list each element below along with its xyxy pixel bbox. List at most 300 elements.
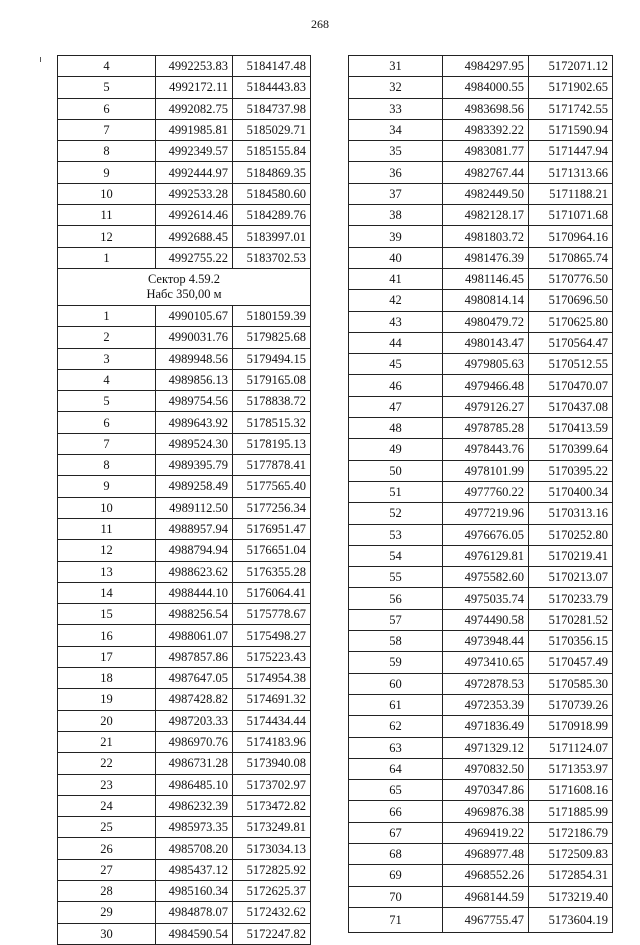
point-number-cell: 38: [349, 205, 443, 226]
table-row: [58, 247, 311, 268]
point-number-cell: 61: [349, 694, 443, 715]
y-coordinate-cell: 5170219.41: [529, 545, 613, 566]
table-row: [58, 795, 311, 816]
x-coordinate-cell: 4968144.59: [443, 886, 529, 907]
table-row: [58, 753, 311, 774]
y-coordinate-cell: 5179494.15: [233, 348, 311, 369]
y-coordinate-cell: 5172432.62: [233, 902, 311, 923]
x-coordinate-cell: 4968552.26: [443, 865, 529, 886]
y-coordinate-cell: 5171071.68: [529, 205, 613, 226]
x-coordinate-cell: 4971329.12: [443, 737, 529, 758]
x-coordinate-cell: 4980814.14: [443, 290, 529, 311]
point-number-cell: 2: [58, 327, 156, 348]
point-number-cell: 52: [349, 503, 443, 524]
y-coordinate-cell: 5170313.16: [529, 503, 613, 524]
point-number-cell: 10: [58, 183, 156, 204]
point-number-cell: 63: [349, 737, 443, 758]
x-coordinate-cell: 4992444.97: [156, 162, 233, 183]
y-coordinate-cell: 5173249.81: [233, 817, 311, 838]
y-coordinate-cell: 5173034.13: [233, 838, 311, 859]
y-coordinate-cell: 5184580.60: [233, 183, 311, 204]
x-coordinate-cell: 4982767.44: [443, 162, 529, 183]
point-number-cell: 4: [58, 56, 156, 77]
y-coordinate-cell: 5180159.39: [233, 305, 311, 326]
point-number-cell: 5: [58, 77, 156, 98]
point-number-cell: 23: [58, 774, 156, 795]
x-coordinate-cell: 4983081.77: [443, 141, 529, 162]
point-number-cell: 19: [58, 689, 156, 710]
table-row: [349, 268, 613, 289]
coordinates-table-right: [348, 55, 613, 933]
table-row: [58, 518, 311, 539]
point-number-cell: 60: [349, 673, 443, 694]
y-coordinate-cell: 5170865.74: [529, 247, 613, 268]
y-coordinate-cell: 5174954.38: [233, 668, 311, 689]
y-coordinate-cell: 5171447.94: [529, 141, 613, 162]
point-number-cell: 31: [349, 56, 443, 77]
y-coordinate-cell: 5170399.64: [529, 439, 613, 460]
table-row: [58, 902, 311, 923]
table-row: [58, 646, 311, 667]
y-coordinate-cell: 5173940.08: [233, 753, 311, 774]
table-row: [349, 716, 613, 737]
x-coordinate-cell: 4989948.56: [156, 348, 233, 369]
table-row: [58, 838, 311, 859]
y-coordinate-cell: 5178195.13: [233, 433, 311, 454]
x-coordinate-cell: 4980479.72: [443, 311, 529, 332]
point-number-cell: 70: [349, 886, 443, 907]
y-coordinate-cell: 5170470.07: [529, 375, 613, 396]
table-row: [58, 668, 311, 689]
point-number-cell: 22: [58, 753, 156, 774]
table-row: [349, 609, 613, 630]
y-coordinate-cell: 5173702.97: [233, 774, 311, 795]
table-row: [349, 652, 613, 673]
point-number-cell: 27: [58, 859, 156, 880]
point-number-cell: 7: [58, 119, 156, 140]
x-coordinate-cell: 4983698.56: [443, 98, 529, 119]
table-row: [349, 247, 613, 268]
x-coordinate-cell: 4987203.33: [156, 710, 233, 731]
x-coordinate-cell: 4974490.58: [443, 609, 529, 630]
table-row: [349, 545, 613, 566]
y-coordinate-cell: 5170457.49: [529, 652, 613, 673]
y-coordinate-cell: 5171188.21: [529, 183, 613, 204]
table-row: [58, 369, 311, 390]
x-coordinate-cell: 4989856.13: [156, 369, 233, 390]
point-number-cell: 69: [349, 865, 443, 886]
y-coordinate-cell: 5171590.94: [529, 119, 613, 140]
point-number-cell: 12: [58, 540, 156, 561]
y-coordinate-cell: 5183702.53: [233, 247, 311, 268]
point-number-cell: 62: [349, 716, 443, 737]
point-number-cell: 43: [349, 311, 443, 332]
y-coordinate-cell: 5171124.07: [529, 737, 613, 758]
x-coordinate-cell: 4988623.62: [156, 561, 233, 582]
table-row: [349, 503, 613, 524]
y-coordinate-cell: 5179825.68: [233, 327, 311, 348]
y-coordinate-cell: 5185029.71: [233, 119, 311, 140]
y-coordinate-cell: 5176651.04: [233, 540, 311, 561]
y-coordinate-cell: 5176064.41: [233, 582, 311, 603]
x-coordinate-cell: 4972353.39: [443, 694, 529, 715]
table-row: [349, 865, 613, 886]
point-number-cell: 10: [58, 497, 156, 518]
table-row: [58, 710, 311, 731]
table-row: [58, 183, 311, 204]
point-number-cell: 51: [349, 481, 443, 502]
y-coordinate-cell: 5170564.47: [529, 332, 613, 353]
table-row: [349, 226, 613, 247]
y-coordinate-cell: 5170437.08: [529, 396, 613, 417]
point-number-cell: 8: [58, 455, 156, 476]
table-row: [349, 588, 613, 609]
coordinates-table-left: [57, 55, 311, 945]
x-coordinate-cell: 4976129.81: [443, 545, 529, 566]
point-number-cell: 5: [58, 391, 156, 412]
point-number-cell: 21: [58, 731, 156, 752]
y-coordinate-cell: 5174691.32: [233, 689, 311, 710]
point-number-cell: 34: [349, 119, 443, 140]
point-number-cell: 12: [58, 226, 156, 247]
y-coordinate-cell: 5170918.99: [529, 716, 613, 737]
y-coordinate-cell: 5185155.84: [233, 141, 311, 162]
y-coordinate-cell: 5184869.35: [233, 162, 311, 183]
table-row: [349, 418, 613, 439]
y-coordinate-cell: 5170625.80: [529, 311, 613, 332]
y-coordinate-cell: 5184289.76: [233, 205, 311, 226]
table-row: [58, 455, 311, 476]
x-coordinate-cell: 4971836.49: [443, 716, 529, 737]
y-coordinate-cell: 5174434.44: [233, 710, 311, 731]
x-coordinate-cell: 4981146.45: [443, 268, 529, 289]
table-row: [349, 354, 613, 375]
point-number-cell: 66: [349, 801, 443, 822]
table-row: [58, 391, 311, 412]
y-coordinate-cell: 5172854.31: [529, 865, 613, 886]
y-coordinate-cell: 5172509.83: [529, 843, 613, 864]
table-row: [58, 561, 311, 582]
point-number-cell: 40: [349, 247, 443, 268]
point-number-cell: 57: [349, 609, 443, 630]
x-coordinate-cell: 4982449.50: [443, 183, 529, 204]
table-row: [349, 801, 613, 822]
x-coordinate-cell: 4982128.17: [443, 205, 529, 226]
x-coordinate-cell: 4992688.45: [156, 226, 233, 247]
y-coordinate-cell: 5175778.67: [233, 604, 311, 625]
point-number-cell: 6: [58, 412, 156, 433]
point-number-cell: 4: [58, 369, 156, 390]
point-number-cell: 8: [58, 141, 156, 162]
table-row: [349, 886, 613, 907]
y-coordinate-cell: 5170739.26: [529, 694, 613, 715]
table-row: [349, 460, 613, 481]
y-coordinate-cell: 5176355.28: [233, 561, 311, 582]
x-coordinate-cell: 4979805.63: [443, 354, 529, 375]
point-number-cell: 42: [349, 290, 443, 311]
point-number-cell: 32: [349, 77, 443, 98]
page-number: 268: [311, 17, 329, 31]
table-row: [349, 822, 613, 843]
x-coordinate-cell: 4986485.10: [156, 774, 233, 795]
x-coordinate-cell: 4989524.30: [156, 433, 233, 454]
x-coordinate-cell: 4969419.22: [443, 822, 529, 843]
x-coordinate-cell: 4985708.20: [156, 838, 233, 859]
y-coordinate-cell: 5175498.27: [233, 625, 311, 646]
table-row: [58, 305, 311, 326]
x-coordinate-cell: 4986232.39: [156, 795, 233, 816]
point-number-cell: 7: [58, 433, 156, 454]
table-row: [58, 412, 311, 433]
table-row: [58, 141, 311, 162]
x-coordinate-cell: 4989395.79: [156, 455, 233, 476]
point-number-cell: 48: [349, 418, 443, 439]
y-coordinate-cell: 5178838.72: [233, 391, 311, 412]
point-number-cell: 15: [58, 604, 156, 625]
point-number-cell: 17: [58, 646, 156, 667]
table-row: [349, 119, 613, 140]
x-coordinate-cell: 4988957.94: [156, 518, 233, 539]
x-coordinate-cell: 4985437.12: [156, 859, 233, 880]
y-coordinate-cell: 5170964.16: [529, 226, 613, 247]
x-coordinate-cell: 4967755.47: [443, 907, 529, 932]
table-row: [58, 625, 311, 646]
x-coordinate-cell: 4978443.76: [443, 439, 529, 460]
table-row: [349, 631, 613, 652]
table-row: [349, 673, 613, 694]
table-row: [58, 205, 311, 226]
x-coordinate-cell: 4977760.22: [443, 481, 529, 502]
x-coordinate-cell: 4979126.27: [443, 396, 529, 417]
table-row: [349, 843, 613, 864]
point-number-cell: 54: [349, 545, 443, 566]
x-coordinate-cell: 4981803.72: [443, 226, 529, 247]
point-number-cell: 37: [349, 183, 443, 204]
point-number-cell: 39: [349, 226, 443, 247]
point-number-cell: 45: [349, 354, 443, 375]
y-coordinate-cell: 5170776.50: [529, 268, 613, 289]
table-row: [349, 907, 613, 932]
y-coordinate-cell: 5171313.66: [529, 162, 613, 183]
y-coordinate-cell: 5171608.16: [529, 780, 613, 801]
y-coordinate-cell: 5175223.43: [233, 646, 311, 667]
point-number-cell: 20: [58, 710, 156, 731]
table-row: [349, 758, 613, 779]
y-coordinate-cell: 5179165.08: [233, 369, 311, 390]
table-row: [58, 582, 311, 603]
y-coordinate-cell: 5170281.52: [529, 609, 613, 630]
y-coordinate-cell: 5172186.79: [529, 822, 613, 843]
point-number-cell: 49: [349, 439, 443, 460]
x-coordinate-cell: 4972878.53: [443, 673, 529, 694]
x-coordinate-cell: 4979466.48: [443, 375, 529, 396]
x-coordinate-cell: 4989112.50: [156, 497, 233, 518]
table-row: [58, 433, 311, 454]
point-number-cell: 55: [349, 567, 443, 588]
x-coordinate-cell: 4987857.86: [156, 646, 233, 667]
point-number-cell: 11: [58, 518, 156, 539]
x-coordinate-cell: 4978785.28: [443, 418, 529, 439]
y-coordinate-cell: 5170233.79: [529, 588, 613, 609]
point-number-cell: 29: [58, 902, 156, 923]
table-row: [58, 497, 311, 518]
sector-header-cell: [58, 268, 311, 305]
point-number-cell: 9: [58, 162, 156, 183]
table-row: [58, 98, 311, 119]
x-coordinate-cell: 4986970.76: [156, 731, 233, 752]
table-row: [58, 77, 311, 98]
point-number-cell: 3: [58, 348, 156, 369]
point-number-cell: 41: [349, 268, 443, 289]
x-coordinate-cell: 4976676.05: [443, 524, 529, 545]
table-row: [349, 162, 613, 183]
x-coordinate-cell: 4988061.07: [156, 625, 233, 646]
y-coordinate-cell: 5171902.65: [529, 77, 613, 98]
x-coordinate-cell: 4992533.28: [156, 183, 233, 204]
x-coordinate-cell: 4989754.56: [156, 391, 233, 412]
x-coordinate-cell: 4986731.28: [156, 753, 233, 774]
y-coordinate-cell: 5174183.96: [233, 731, 311, 752]
x-coordinate-cell: 4989643.92: [156, 412, 233, 433]
x-coordinate-cell: 4991985.81: [156, 119, 233, 140]
point-number-cell: 36: [349, 162, 443, 183]
point-number-cell: 35: [349, 141, 443, 162]
point-number-cell: 6: [58, 98, 156, 119]
y-coordinate-cell: 5171742.55: [529, 98, 613, 119]
table-row: [58, 817, 311, 838]
scan-mark: [40, 57, 41, 62]
point-number-cell: 50: [349, 460, 443, 481]
y-coordinate-cell: 5184737.98: [233, 98, 311, 119]
table-row: [58, 348, 311, 369]
x-coordinate-cell: 4990031.76: [156, 327, 233, 348]
y-coordinate-cell: 5173604.19: [529, 907, 613, 932]
x-coordinate-cell: 4988444.10: [156, 582, 233, 603]
table-row: [349, 290, 613, 311]
y-coordinate-cell: 5176951.47: [233, 518, 311, 539]
table-row: [349, 332, 613, 353]
x-coordinate-cell: 4985160.34: [156, 880, 233, 901]
x-coordinate-cell: 4984878.07: [156, 902, 233, 923]
table-row: [349, 56, 613, 77]
y-coordinate-cell: 5172625.37: [233, 880, 311, 901]
point-number-cell: 53: [349, 524, 443, 545]
y-coordinate-cell: 5173472.82: [233, 795, 311, 816]
x-coordinate-cell: 4973410.65: [443, 652, 529, 673]
x-coordinate-cell: 4980143.47: [443, 332, 529, 353]
x-coordinate-cell: 4983392.22: [443, 119, 529, 140]
y-coordinate-cell: 5170413.59: [529, 418, 613, 439]
x-coordinate-cell: 4969876.38: [443, 801, 529, 822]
point-number-cell: 18: [58, 668, 156, 689]
x-coordinate-cell: 4975582.60: [443, 567, 529, 588]
x-coordinate-cell: 4990105.67: [156, 305, 233, 326]
x-coordinate-cell: 4992614.46: [156, 205, 233, 226]
table-row: [58, 226, 311, 247]
y-coordinate-cell: 5171885.99: [529, 801, 613, 822]
table-row: [349, 481, 613, 502]
x-coordinate-cell: 4970832.50: [443, 758, 529, 779]
x-coordinate-cell: 4988794.94: [156, 540, 233, 561]
x-coordinate-cell: 4975035.74: [443, 588, 529, 609]
point-number-cell: 11: [58, 205, 156, 226]
point-number-cell: 28: [58, 880, 156, 901]
y-coordinate-cell: 5171353.97: [529, 758, 613, 779]
point-number-cell: 33: [349, 98, 443, 119]
x-coordinate-cell: 4992349.57: [156, 141, 233, 162]
point-number-cell: 71: [349, 907, 443, 932]
table-row: [58, 327, 311, 348]
x-coordinate-cell: 4992755.22: [156, 247, 233, 268]
point-number-cell: 16: [58, 625, 156, 646]
point-number-cell: 1: [58, 305, 156, 326]
table-row: [349, 396, 613, 417]
table-row: [58, 162, 311, 183]
y-coordinate-cell: 5170696.50: [529, 290, 613, 311]
table-row: [349, 141, 613, 162]
y-coordinate-cell: 5183997.01: [233, 226, 311, 247]
point-number-cell: 44: [349, 332, 443, 353]
table-row: [58, 880, 311, 901]
table-row: [58, 119, 311, 140]
point-number-cell: 47: [349, 396, 443, 417]
y-coordinate-cell: 5177256.34: [233, 497, 311, 518]
table-row: [58, 604, 311, 625]
y-coordinate-cell: 5170213.07: [529, 567, 613, 588]
point-number-cell: 26: [58, 838, 156, 859]
y-coordinate-cell: 5178515.32: [233, 412, 311, 433]
table-row: [349, 98, 613, 119]
table-row: [349, 205, 613, 226]
point-number-cell: 30: [58, 923, 156, 944]
y-coordinate-cell: 5177878.41: [233, 455, 311, 476]
x-coordinate-cell: 4968977.48: [443, 843, 529, 864]
table-row: [58, 774, 311, 795]
point-number-cell: 65: [349, 780, 443, 801]
x-coordinate-cell: 4987647.05: [156, 668, 233, 689]
sector-header-row: [58, 268, 311, 305]
x-coordinate-cell: 4992253.83: [156, 56, 233, 77]
y-coordinate-cell: 5170395.22: [529, 460, 613, 481]
table-row: [58, 731, 311, 752]
x-coordinate-cell: 4988256.54: [156, 604, 233, 625]
sector-elevation: Набс 350,00 м: [146, 286, 222, 301]
table-row: [349, 439, 613, 460]
y-coordinate-cell: 5184147.48: [233, 56, 311, 77]
x-coordinate-cell: 4985973.35: [156, 817, 233, 838]
point-number-cell: 14: [58, 582, 156, 603]
table-row: [58, 56, 311, 77]
y-coordinate-cell: 5172825.92: [233, 859, 311, 880]
point-number-cell: 1: [58, 247, 156, 268]
table-row: [58, 689, 311, 710]
y-coordinate-cell: 5170585.30: [529, 673, 613, 694]
x-coordinate-cell: 4992082.75: [156, 98, 233, 119]
x-coordinate-cell: 4992172.11: [156, 77, 233, 98]
table-row: [349, 780, 613, 801]
point-number-cell: 64: [349, 758, 443, 779]
point-number-cell: 68: [349, 843, 443, 864]
y-coordinate-cell: 5170512.55: [529, 354, 613, 375]
y-coordinate-cell: 5170252.80: [529, 524, 613, 545]
table-row: [58, 540, 311, 561]
table-row: [349, 183, 613, 204]
x-coordinate-cell: 4984590.54: [156, 923, 233, 944]
point-number-cell: 24: [58, 795, 156, 816]
x-coordinate-cell: 4984000.55: [443, 77, 529, 98]
point-number-cell: 9: [58, 476, 156, 497]
table-row: [58, 923, 311, 944]
